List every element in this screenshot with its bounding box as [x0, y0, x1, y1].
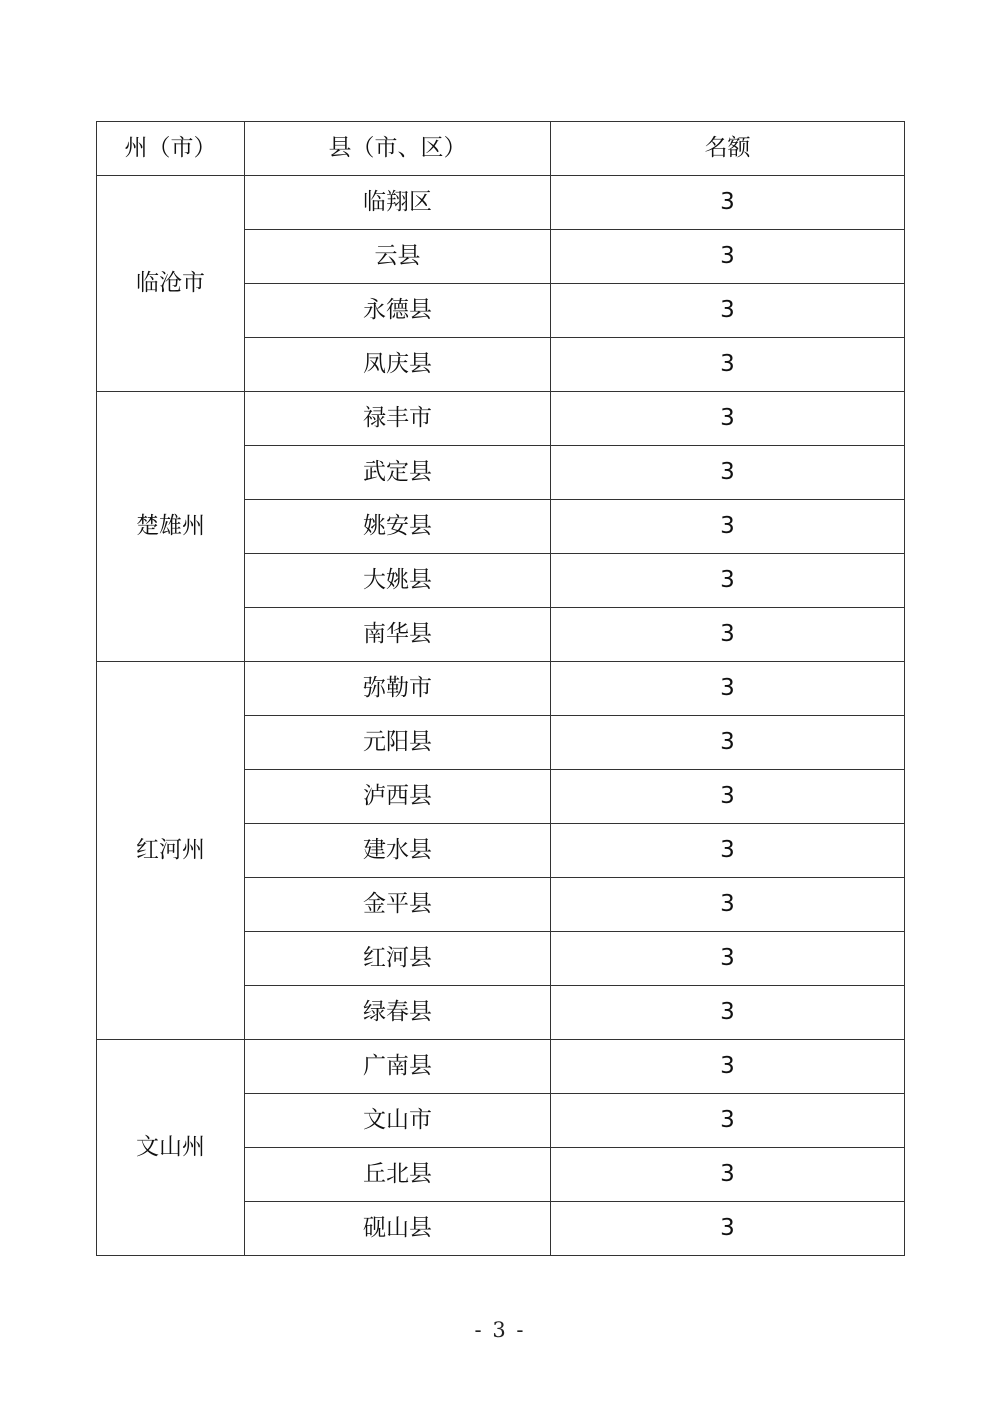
county-cell: 弥勒市 [245, 662, 551, 716]
header-quota: 名额 [551, 122, 905, 176]
county-cell: 元阳县 [245, 716, 551, 770]
quota-cell: 3 [551, 230, 905, 284]
county-cell: 广南县 [245, 1040, 551, 1094]
quota-cell: 3 [551, 446, 905, 500]
county-cell: 姚安县 [245, 500, 551, 554]
quota-cell: 3 [551, 608, 905, 662]
county-cell: 云县 [245, 230, 551, 284]
quota-cell: 3 [551, 770, 905, 824]
quota-cell: 3 [551, 878, 905, 932]
county-cell: 丘北县 [245, 1148, 551, 1202]
county-cell: 金平县 [245, 878, 551, 932]
prefecture-cell: 文山州 [97, 1040, 245, 1256]
quota-cell: 3 [551, 1148, 905, 1202]
quota-cell: 3 [551, 176, 905, 230]
quota-cell: 3 [551, 392, 905, 446]
county-cell: 临翔区 [245, 176, 551, 230]
prefecture-cell: 临沧市 [97, 176, 245, 392]
quota-cell: 3 [551, 338, 905, 392]
county-cell: 永德县 [245, 284, 551, 338]
county-cell: 建水县 [245, 824, 551, 878]
quota-cell: 3 [551, 284, 905, 338]
county-cell: 绿春县 [245, 986, 551, 1040]
header-county: 县（市、区） [245, 122, 551, 176]
quota-table [96, 121, 905, 1256]
county-cell: 大姚县 [245, 554, 551, 608]
county-cell: 砚山县 [245, 1202, 551, 1256]
quota-cell: 3 [551, 1094, 905, 1148]
table-row [97, 392, 905, 446]
header-row [97, 122, 905, 176]
county-cell: 文山市 [245, 1094, 551, 1148]
quota-cell: 3 [551, 824, 905, 878]
county-cell: 泸西县 [245, 770, 551, 824]
table-row [97, 176, 905, 230]
prefecture-cell: 红河州 [97, 662, 245, 1040]
county-cell: 红河县 [245, 932, 551, 986]
quota-cell: 3 [551, 554, 905, 608]
quota-cell: 3 [551, 986, 905, 1040]
quota-cell: 3 [551, 500, 905, 554]
header-prefecture: 州（市） [97, 122, 245, 176]
quota-cell: 3 [551, 1040, 905, 1094]
table-row [97, 1040, 905, 1094]
table-row [97, 662, 905, 716]
county-cell: 凤庆县 [245, 338, 551, 392]
county-cell: 禄丰市 [245, 392, 551, 446]
county-cell: 南华县 [245, 608, 551, 662]
prefecture-cell: 楚雄州 [97, 392, 245, 662]
quota-cell: 3 [551, 662, 905, 716]
page-number: - 3 - [474, 1318, 526, 1342]
county-cell: 武定县 [245, 446, 551, 500]
quota-cell: 3 [551, 716, 905, 770]
quota-cell: 3 [551, 932, 905, 986]
quota-cell: 3 [551, 1202, 905, 1256]
table-body [97, 176, 905, 1256]
